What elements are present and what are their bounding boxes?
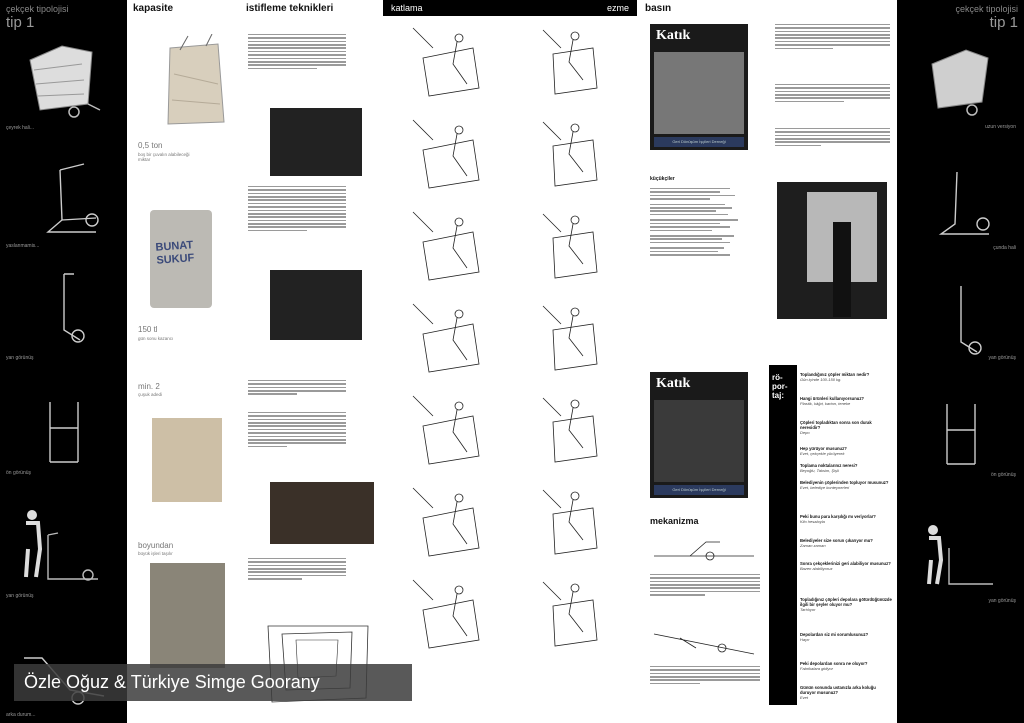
right-label-5: yan görünüş — [988, 598, 1016, 604]
left-label-2: yaslanmamis... — [6, 243, 40, 249]
capacity-note-3: çuşuk adedi — [138, 392, 163, 397]
interview-answer-12: Fabrikalara gidiyor — [800, 666, 833, 671]
cart-angle-figure-right — [933, 164, 1003, 244]
sack-text: BUNAT SUKUF — [155, 239, 195, 267]
magazine-cover-1 — [650, 24, 748, 150]
interview-item-9 — [800, 561, 892, 571]
right-typology-heading — [955, 4, 1018, 31]
left-label-4: ön görünüş — [6, 470, 32, 476]
interview-answer-10: Tartılıyor — [800, 607, 816, 612]
left-label-3: yan görünüş — [6, 355, 34, 361]
capacity-note-2: gün sonu kazancı — [138, 336, 174, 341]
katlama-sketch-1 — [413, 28, 479, 96]
istifleme-paragraph-1 — [248, 32, 346, 90]
interview-answer-3: Depo — [800, 430, 810, 435]
silhouette-figure — [833, 222, 851, 317]
right-typology-tip: tip 1 — [989, 14, 1018, 31]
magazine-cover-2 — [650, 372, 748, 498]
mechanism-paragraph-2 — [650, 664, 760, 706]
istifleme-paragraph-4 — [248, 410, 346, 470]
interview-answer-8: Zaman zaman — [800, 543, 826, 548]
interview-item-10 — [800, 597, 892, 612]
interview-item-5 — [800, 463, 892, 473]
cart-front-figure — [44, 398, 84, 468]
cart-side-figure — [50, 268, 90, 348]
cart-full-figure — [22, 40, 104, 120]
ezme-sketch-6 — [543, 490, 597, 554]
ezme-heading: ezme — [606, 3, 629, 13]
sacks-at-night-photo — [270, 270, 362, 340]
roportaj-label — [769, 365, 797, 705]
left-label-5: yan görünüş — [6, 593, 34, 599]
katlama-sketch-3 — [413, 212, 479, 280]
mechanism-diagram-2 — [650, 626, 760, 656]
ezme-sketch-1 — [543, 30, 597, 94]
interview-item-13 — [800, 685, 892, 700]
interview-item-2 — [800, 396, 892, 406]
interview-question-7: Peki bunu para karşılığı mı veriyorlar? — [800, 514, 876, 519]
interview-question-2: Hangi ürünleri kullanıyorsunuz? — [800, 396, 864, 401]
istifleme-heading: istifleme teknikleri — [246, 3, 334, 14]
ezme-sketch-3 — [543, 214, 597, 278]
interview-question-12: Peki depolardan sonra ne oluyor? — [800, 661, 868, 666]
interview-question-11: Depolardan siz mi sorumlusunuz? — [800, 632, 869, 637]
interview-item-6 — [800, 480, 892, 490]
left-typology-title: çekçek tipolojisi — [6, 4, 69, 14]
kapasite-heading: kapasite — [133, 3, 174, 14]
magazine-photo-2 — [654, 400, 744, 482]
ezme-sketch-4 — [543, 306, 597, 370]
interview-question-5: Toplama noktalarınız neresi? — [800, 463, 858, 468]
interview-item-4 — [800, 446, 892, 456]
left-typology-heading — [6, 4, 69, 31]
interview-answer-6: Evet, belediye konteynerleri — [800, 485, 850, 490]
interview-item-12 — [800, 661, 892, 671]
roportaj-title: rö- por- taj: — [772, 373, 788, 400]
quote-paragraph-3 — [775, 126, 890, 166]
katlama-sketch-grid — [383, 18, 637, 718]
interview-question-13: Günün sonunda ustanızla arka koluğu duruyor musunuz? — [800, 685, 876, 695]
katlama-sketch-6 — [413, 488, 479, 556]
katlama-sketch-2 — [413, 120, 479, 188]
worker-with-cart-figure-right — [917, 520, 997, 590]
interview-answer-9: Bazen alabiliyoruz — [800, 566, 833, 571]
istifleme-paragraph-2 — [248, 184, 346, 258]
interview-item-7 — [800, 514, 892, 524]
workers-silhouette-photo — [777, 182, 887, 319]
left-label-6: arka durum... — [6, 712, 36, 718]
interview-item-11 — [800, 632, 892, 642]
istifleme-paragraph-5 — [248, 556, 346, 600]
interview-question-10: Topladığınız çöpleri depolara götürdüğünüzde ilgili bir şeyler oluyor mu? — [800, 597, 892, 607]
interview-answer-1: Gün içinde 100-150 kg. — [800, 377, 842, 382]
ezme-sketch-7 — [543, 582, 597, 646]
capacity-value-4: boyundan — [138, 541, 174, 550]
basin-heading: basın — [645, 3, 672, 14]
interview-answer-11: Hayır — [800, 637, 810, 642]
interview-answer-2: Plastik, kâğıt, karton, teneke — [800, 401, 851, 406]
magazine-footer-1: Geri Dönüşüm İşçileri Derneği — [654, 137, 744, 147]
full-sack-image — [150, 210, 212, 308]
katlama-ezme-band — [383, 0, 637, 16]
magazine-logo-2: Katık — [656, 376, 691, 391]
left-label-1: çeyrek hali... — [6, 125, 35, 131]
quote-paragraph-1 — [775, 22, 890, 78]
empty-sack-image — [160, 34, 230, 129]
cart-angle-figure — [40, 160, 110, 240]
interview-answer-4: Evet, çekçekle yürüyerek — [800, 451, 845, 456]
interview-item-8 — [800, 538, 892, 548]
mekanizma-heading: mekanizma — [650, 516, 699, 526]
interview-question-6: Belediyenin çöplerinden topluyor musunuz? — [800, 480, 889, 485]
interview-answer-7: Kilo hesabıyla — [800, 519, 825, 524]
workshop-photo — [270, 482, 374, 544]
right-typology-title: çekçek tipolojisi — [955, 4, 1018, 14]
right-label-3: yan görünüş — [988, 355, 1016, 361]
katlama-sketch-7 — [413, 580, 479, 648]
ezme-sketch-5 — [543, 398, 597, 462]
interview-answer-5: Beyoğlu, Taksim, Şişli — [800, 468, 839, 473]
capacity-note-1: boş bir çuvalın alabileceği miktar — [138, 152, 190, 162]
cart-loaded-figure-right — [922, 44, 997, 119]
cart-side-figure-right — [947, 280, 987, 360]
magazine-logo-1: Katık — [656, 28, 691, 43]
children-in-sack-photo — [152, 418, 222, 502]
katlama-sketch-5 — [413, 396, 479, 464]
kiosk-heading: küçükçiler — [650, 176, 675, 182]
poem-block — [650, 186, 750, 338]
mechanism-paragraph-1 — [650, 572, 760, 618]
author-credit: Özle Oğuz & Türkiye Simge Goorany — [14, 664, 412, 701]
ezme-sketch-2 — [543, 122, 597, 186]
left-typology-panel — [0, 0, 127, 723]
night-depot-photo — [270, 108, 362, 176]
magazine-photo-1 — [654, 52, 744, 134]
right-label-2: çunda hali — [993, 245, 1016, 251]
right-label-1: uzun versiyon — [985, 124, 1016, 130]
mechanism-diagram-1 — [650, 534, 760, 564]
worker-with-cart-figure — [12, 505, 102, 585]
interview-question-4: Hep yürüyor musunuz? — [800, 446, 847, 451]
interview-item-3 — [800, 420, 892, 435]
capacity-note-4: büyük işleri taşılır — [138, 551, 173, 556]
worker-with-load-photo — [150, 563, 225, 668]
magazine-footer-2: Geri Dönüşüm İşçileri Derneği — [654, 485, 744, 495]
interview-item-1 — [800, 372, 892, 382]
interview-question-8: Belediyeler size sorun çıkarıyor mu? — [800, 538, 873, 543]
katlama-heading: katlama — [391, 3, 423, 13]
quote-paragraph-2 — [775, 82, 890, 122]
istifleme-paragraph-3 — [248, 378, 346, 406]
interview-question-3: Çöpleri topladıktan sonra son durak neresidir? — [800, 420, 872, 430]
cart-front-figure-right — [941, 400, 981, 470]
interview-question-9: Sonra çekçeklerinizi geri alabiliyor musunuz? — [800, 561, 891, 566]
capacity-value-1: 0,5 ton — [138, 141, 163, 150]
right-label-4: ön görünüş — [990, 472, 1016, 478]
left-typology-tip: tip 1 — [6, 14, 35, 31]
right-typology-panel — [897, 0, 1024, 723]
capacity-value-2: 150 tl — [138, 325, 158, 334]
katlama-sketch-4 — [413, 304, 479, 372]
interview-question-1: Toplandığınız çöpler miktarı nedir? — [800, 372, 870, 377]
interview-answer-13: Evet — [800, 695, 809, 700]
capacity-value-3: min. 2 — [138, 382, 160, 391]
